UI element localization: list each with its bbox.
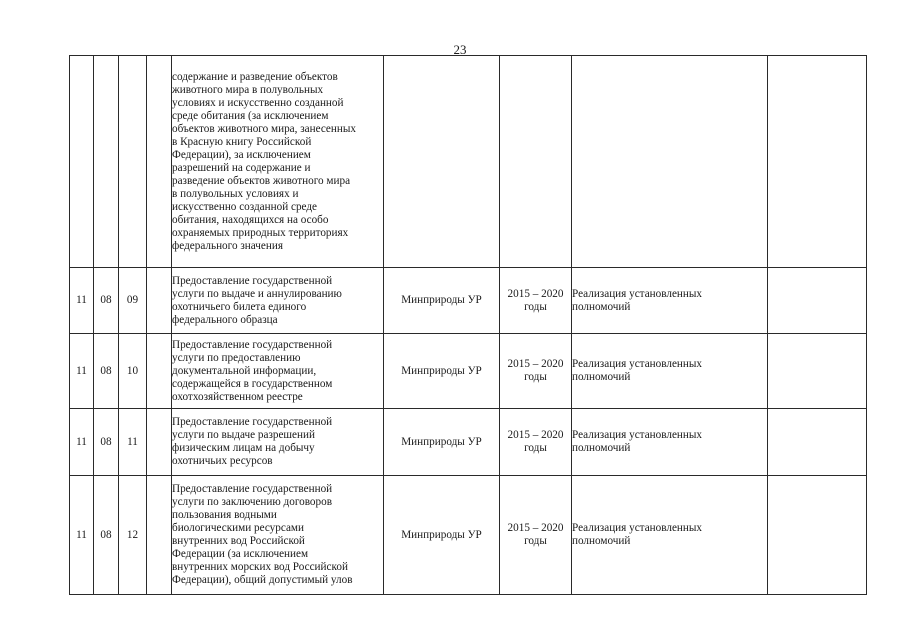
period-cell xyxy=(500,409,572,476)
description-line: Федерации (за исключением xyxy=(172,548,309,560)
note-cell xyxy=(768,56,867,268)
period-cell xyxy=(500,476,572,595)
code-item: 10 xyxy=(119,334,147,409)
description-line: федерального значения xyxy=(172,239,283,252)
description-line: разрешений на содержание и xyxy=(172,161,311,174)
note-cell xyxy=(768,476,867,595)
description-line: животного мира в полувольных xyxy=(172,83,324,96)
result-line: полномочий xyxy=(572,300,631,313)
code-item: 09 xyxy=(119,268,147,334)
description-line: услуги по предоставлению xyxy=(172,351,301,364)
description-line: Предоставление государственной xyxy=(172,416,333,428)
period-line: 2015 – 2020 xyxy=(507,522,564,534)
agency-cell: Минприроды УР xyxy=(384,409,500,476)
result-line: Реализация установленных xyxy=(572,358,703,370)
description-line: содержание и разведение объектов xyxy=(172,70,338,83)
description-line: охотничьих ресурсов xyxy=(172,455,273,467)
period-line: 2015 – 2020 xyxy=(507,287,564,300)
description-cell xyxy=(172,334,384,409)
description-line: Предоставление государственной xyxy=(172,338,333,351)
program-table xyxy=(69,55,867,595)
code-subsection: 08 xyxy=(94,476,119,595)
period-line: годы xyxy=(524,442,547,454)
agency-cell: Минприроды УР xyxy=(384,476,500,595)
code-subsection: 08 xyxy=(94,268,119,334)
result-cell xyxy=(572,409,768,476)
period-line: годы xyxy=(524,371,547,383)
description-line: Предоставление государственной xyxy=(172,483,333,495)
agency-cell xyxy=(384,56,500,268)
period-line: годы xyxy=(524,300,547,313)
code-section xyxy=(70,56,94,268)
description-line: федерального образца xyxy=(172,313,278,326)
result-line: полномочий xyxy=(572,442,631,454)
description-line: пользования водными xyxy=(172,509,277,521)
description-line: Федерации), за исключением xyxy=(172,148,311,161)
description-cell xyxy=(172,476,384,595)
code-section: 11 xyxy=(70,476,94,595)
period-line: годы xyxy=(524,535,547,547)
description-line: обитания, находящихся на особо xyxy=(172,213,329,226)
description-line: охотничьего билета единого xyxy=(172,300,307,313)
code-subsection: 08 xyxy=(94,409,119,476)
result-line: полномочий xyxy=(572,371,631,383)
code-subsection xyxy=(94,56,119,268)
result-cell xyxy=(572,334,768,409)
code-extra xyxy=(147,409,172,476)
table-row xyxy=(70,476,867,595)
description-line: физическим лицам на добычу xyxy=(172,442,315,454)
description-line: услуги по заключению договоров xyxy=(172,496,333,508)
description-cell xyxy=(172,268,384,334)
result-cell xyxy=(572,476,768,595)
code-section: 11 xyxy=(70,268,94,334)
period-line: 2015 – 2020 xyxy=(507,358,564,370)
result-line: полномочий xyxy=(572,535,631,547)
description-line: охраняемых природных территориях xyxy=(172,226,349,239)
description-line: в Красную книгу Российской xyxy=(172,135,312,148)
code-extra xyxy=(147,268,172,334)
description-line: внутренних морских вод Российской xyxy=(172,561,348,573)
code-section: 11 xyxy=(70,334,94,409)
code-extra xyxy=(147,56,172,268)
description-line: услуги по выдаче и аннулированию xyxy=(172,287,342,300)
result-line: Реализация установленных xyxy=(572,522,703,534)
description-line: внутренних вод Российской xyxy=(172,535,305,547)
page-number: 23 xyxy=(453,42,467,57)
description-cell xyxy=(172,409,384,476)
period-line: 2015 – 2020 xyxy=(507,429,564,441)
code-item: 12 xyxy=(119,476,147,595)
description-line: в полувольных условиях и xyxy=(172,187,299,200)
period-cell xyxy=(500,268,572,334)
description-line: Федерации), общий допустимый улов xyxy=(172,574,353,586)
result-line: Реализация установленных xyxy=(572,429,703,441)
description-line: Предоставление государственной xyxy=(172,274,333,287)
description-cell xyxy=(172,56,384,268)
period-cell xyxy=(500,56,572,268)
agency-cell: Минприроды УР xyxy=(384,268,500,334)
note-cell xyxy=(768,268,867,334)
table-row xyxy=(70,334,867,409)
description-line: охотхозяйственном реестре xyxy=(172,390,303,403)
code-section: 11 xyxy=(70,409,94,476)
note-cell xyxy=(768,409,867,476)
table-row xyxy=(70,268,867,334)
description-line: объектов животного мира, занесенных xyxy=(172,122,356,135)
description-line: биологическими ресурсами xyxy=(172,522,304,534)
description-line: условиях и искусственно созданной xyxy=(172,96,344,109)
code-extra xyxy=(147,334,172,409)
code-item: 11 xyxy=(119,409,147,476)
description-line: искусственно созданной среде xyxy=(172,200,318,213)
code-extra xyxy=(147,476,172,595)
result-cell xyxy=(572,56,768,268)
result-cell xyxy=(572,268,768,334)
description-line: среде обитания (за исключением xyxy=(172,109,329,122)
note-cell xyxy=(768,334,867,409)
table-row xyxy=(70,409,867,476)
description-line: услуги по выдаче разрешений xyxy=(172,429,315,441)
description-line: разведение объектов животного мира xyxy=(172,174,351,187)
period-cell xyxy=(500,334,572,409)
code-item xyxy=(119,56,147,268)
description-line: содержащейся в государственном xyxy=(172,377,333,390)
table-row xyxy=(70,56,867,268)
description-line: документальной информации, xyxy=(172,364,317,377)
result-line: Реализация установленных xyxy=(572,287,703,300)
code-subsection: 08 xyxy=(94,334,119,409)
agency-cell: Минприроды УР xyxy=(384,334,500,409)
